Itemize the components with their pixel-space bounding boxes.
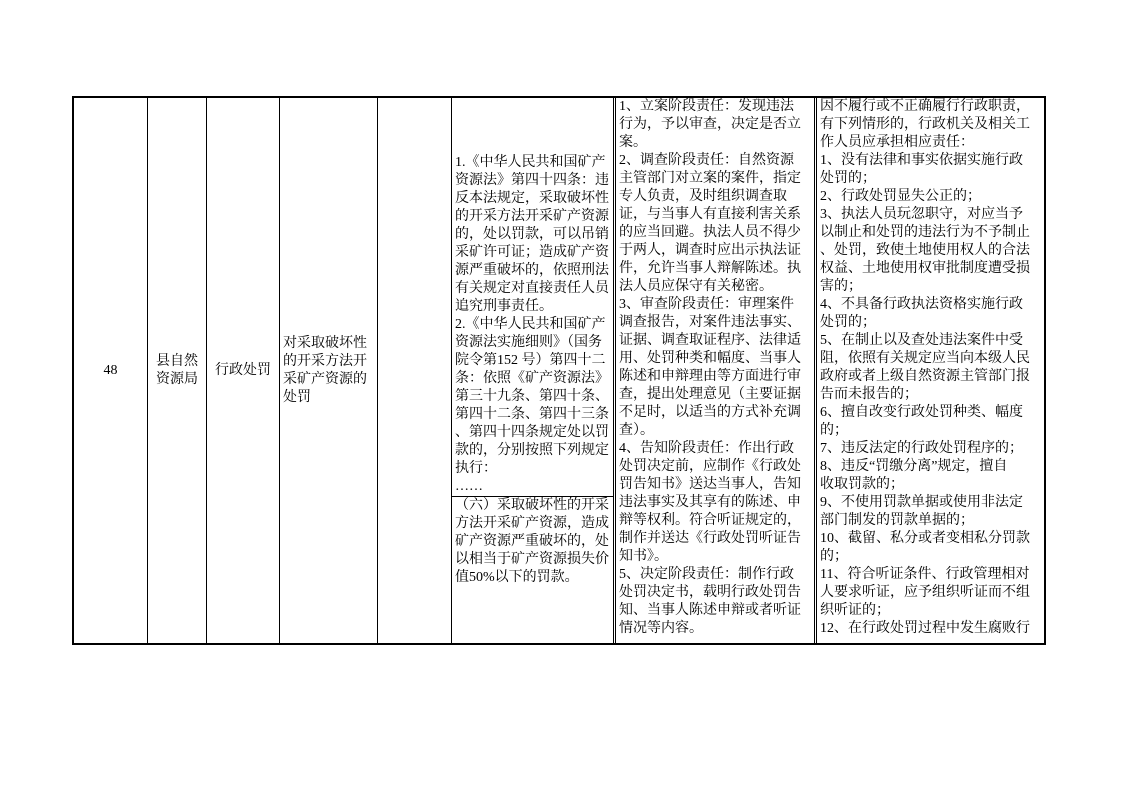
- legal-basis-line: ……: [455, 479, 483, 494]
- legal-basis-cell: [451, 98, 613, 643]
- liability-line: 有下列情形的，行政机关及相关工: [820, 117, 1030, 132]
- legal-basis-line: 的开采方法开采矿产资源: [455, 209, 609, 224]
- penalty-table: [72, 96, 1046, 645]
- responsibility-line: 证，与当事人有直接利害关系: [619, 207, 801, 222]
- legal-basis-excerpt-line: 值50%以下的罚款。: [455, 570, 579, 585]
- legal-basis-line: 的，处以罚款，可以吊销: [455, 227, 609, 242]
- responsibility-line: 件，允许当事人辩解陈述。执: [619, 261, 801, 276]
- responsibility-line: 案。: [619, 135, 647, 150]
- department-line: 资源局: [156, 371, 198, 387]
- liability-line: 9、不使用罚款单据或使用非法定: [820, 495, 1023, 510]
- responsibility-line: 法人员应保守有关秘密。: [619, 279, 773, 294]
- legal-basis-line: 有关规定对直接责任人员: [455, 281, 609, 296]
- responsibility-line: 不足时，以适当的方式补充调: [619, 405, 801, 420]
- department-name: [156, 353, 198, 389]
- liability-line: 政府或者上级自然资源主管部门报: [820, 369, 1030, 384]
- legal-basis-line: 条：依照《矿产资源法》: [455, 371, 609, 386]
- liability-line: 以制止和处罚的违法行为不予制止: [820, 225, 1030, 240]
- responsibility-line: 用、处罚种类和幅度、当事人: [619, 351, 801, 366]
- responsibility-line: 陈述和申辩理由等方面进行审: [619, 369, 801, 384]
- liability-line: 织听证的；: [820, 603, 890, 618]
- responsibility-line: 证据、调查取证程序、法律适: [619, 333, 801, 348]
- legal-basis-line: 资源法》第四十四条：违: [455, 173, 609, 188]
- responsibility-line: 2、调查阶段责任：自然资源: [619, 153, 794, 168]
- liability-line: 告而未报告的；: [820, 387, 918, 402]
- legal-basis-line: 第四十二条、第四十三条: [455, 407, 609, 422]
- liability-line: 3、执法人员玩忽职守，对应当予: [820, 207, 1023, 222]
- legal-basis-line: 1.《中华人民共和国矿产: [455, 155, 606, 170]
- liability-line: 2、行政处罚显失公正的；: [820, 189, 981, 204]
- legal-basis-excerpt-line: （六）采取破坏性的开采: [455, 498, 609, 513]
- responsibility-text: [619, 98, 812, 638]
- responsibility-line: 行为，予以审查，决定是否立: [619, 117, 801, 132]
- liability-line: 部门制发的罚款单据的；: [820, 513, 974, 528]
- responsibility-line: 查）。: [619, 423, 654, 438]
- responsibility-line: 情况等内容。: [619, 621, 703, 636]
- legal-basis-excerpt-line: 方法开采矿产资源，造成: [455, 516, 609, 531]
- legal-basis-excerpt-line: 矿产资源严重破坏的，处: [455, 534, 609, 549]
- legal-basis-line: 、第四十四条规定处以罚: [455, 425, 609, 440]
- item-name-line: 处罚: [283, 389, 311, 405]
- legal-basis-line: 反本法规定，采取破坏性: [455, 191, 609, 206]
- legal-basis-line: 采矿许可证；造成矿产资: [455, 245, 609, 260]
- legal-basis-text: [455, 154, 611, 496]
- liability-line: 人要求听证，应予组织听证而不组: [820, 585, 1030, 600]
- liability-line: 6、擅自改变行政处罚种类、幅度: [820, 405, 1023, 420]
- responsibility-line: 辩等权利。符合听证规定的，: [619, 513, 801, 528]
- responsibility-line: 违法事实及其享有的陈述、申: [619, 495, 801, 510]
- liability-line: 1、没有法律和事实依据实施行政: [820, 153, 1023, 168]
- responsibility-line: 调查报告，对案件违法事实、: [619, 315, 801, 330]
- responsibility-line: 罚告知书》送达当事人，告知: [619, 477, 801, 492]
- liability-line: 作人员应承担相应责任：: [820, 135, 974, 150]
- responsibility-line: 处罚决定书，载明行政处罚告: [619, 585, 801, 600]
- legal-basis-line: 第三十九条、第四十条、: [455, 389, 609, 404]
- responsibility-line: 1、立案阶段责任：发现违法: [619, 99, 794, 114]
- responsibility-cell: [613, 98, 814, 643]
- responsibility-line: 4、告知阶段责任：作出行政: [619, 441, 794, 456]
- liability-line: 11、符合听证条件、行政管理相对: [820, 567, 1030, 582]
- liability-cell: [814, 98, 1044, 643]
- responsibility-line: 的应当回避。执法人员不得少: [619, 225, 801, 240]
- legal-basis-line: 款的，分别按照下列规定: [455, 443, 609, 458]
- item-name-line: 对采取破坏性: [283, 335, 367, 351]
- item-name-line: 的开采方法开: [283, 353, 367, 369]
- responsibility-line: 主管部门对立案的案件，指定: [619, 171, 801, 186]
- liability-line: 4、不具备行政执法资格实施行政: [820, 297, 1023, 312]
- legal-basis-line: 2.《中华人民共和国矿产: [455, 317, 606, 332]
- category-cell: [206, 98, 279, 643]
- department-cell: [147, 98, 206, 643]
- legal-basis-line: 执行：: [455, 461, 497, 476]
- item-name-line: 采矿产资源的: [283, 371, 367, 387]
- liability-line: 害的；: [820, 279, 862, 294]
- responsibility-line: 于两人，调查时应出示执法证: [619, 243, 801, 258]
- table-row: [74, 98, 1044, 643]
- legal-basis-excerpt-line: 以相当于矿产资源损失价: [455, 552, 609, 567]
- liability-line: 权益、土地使用权审批制度遭受损: [820, 261, 1030, 276]
- liability-line: 处罚的；: [820, 315, 876, 330]
- liability-line: 8、违反“罚缴分离”规定，擅自: [820, 459, 1008, 474]
- liability-line: 5、在制止以及查处违法案件中受: [820, 333, 1023, 348]
- responsibility-line: 处罚决定前，应制作《行政处: [619, 459, 801, 474]
- legal-basis-line: 资源法实施细则》（国务: [455, 335, 602, 350]
- liability-line: 因不履行或不正确履行行政职责，: [820, 99, 1030, 114]
- liability-line: 10、截留、私分或者变相私分罚款: [820, 531, 1030, 546]
- liability-line: 的；: [820, 423, 848, 438]
- department-line: 县自然: [156, 353, 198, 369]
- responsibility-line: 专人负责，及时组织调查取: [619, 189, 787, 204]
- legal-basis-line: 源严重破坏的，依照刑法: [455, 263, 609, 278]
- item-name-cell: [279, 98, 377, 643]
- liability-line: 处罚的；: [820, 171, 876, 186]
- item-number-cell: [74, 98, 147, 643]
- category-label: 行政处罚: [215, 362, 271, 378]
- responsibility-line: 查，提出处理意见（主要证据: [619, 387, 801, 402]
- item-name: [283, 335, 375, 407]
- legal-basis-line: 追究刑事责任。: [455, 299, 553, 314]
- responsibility-line: 知书》。: [619, 549, 668, 564]
- responsibility-line: 3、审查阶段责任：审理案件: [619, 297, 794, 312]
- liability-text: [820, 98, 1042, 638]
- responsibility-line: 5、决定阶段责任：制作行政: [619, 567, 794, 582]
- liability-line: 的；: [820, 549, 848, 564]
- liability-line: 、处罚，致使土地使用权人的合法: [820, 243, 1030, 258]
- responsibility-line: 制作并送达《行政处罚听证告: [619, 531, 801, 546]
- liability-line: 7、违反法定的行政处罚程序的；: [820, 441, 1023, 456]
- item-number: 48: [103, 362, 118, 378]
- responsibility-line: 知、当事人陈述申辩或者听证: [619, 603, 801, 618]
- liability-line: 阻，依照有关规定应当向本级人民: [820, 351, 1030, 366]
- legal-basis-excerpt: [455, 497, 611, 587]
- sub-item-cell: [377, 98, 451, 643]
- liability-line: 收取罚款的；: [820, 477, 904, 492]
- legal-basis-line: 院令第152 号）第四十二: [455, 353, 606, 368]
- liability-line: 12、在行政处罚过程中发生腐败行: [820, 621, 1030, 636]
